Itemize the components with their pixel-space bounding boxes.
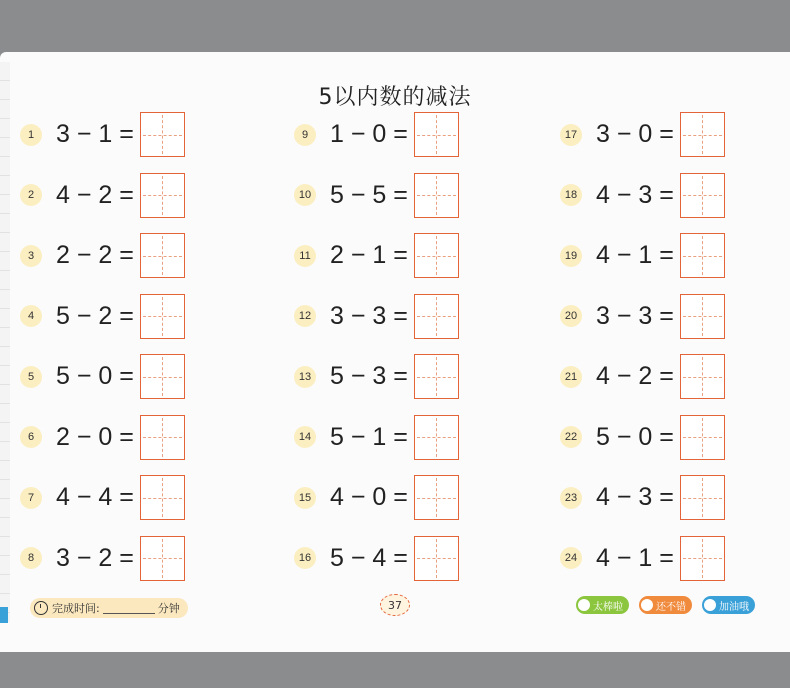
time-unit: 分钟	[157, 602, 180, 615]
problem-item	[560, 112, 725, 157]
rating-keep-going[interactable]	[702, 596, 755, 614]
problem-item	[560, 233, 725, 278]
problem-item	[20, 475, 185, 520]
problem-expression: 3 − 2 =	[56, 543, 134, 572]
side-tab	[0, 607, 8, 623]
problem-number: 4	[20, 305, 42, 327]
problem-number: 3	[20, 245, 42, 267]
problem-number: 21	[560, 366, 582, 388]
problem-expression: 3 − 3 =	[330, 301, 408, 330]
problem-expression: 5 − 1 =	[330, 422, 408, 451]
problem-number: 18	[560, 184, 582, 206]
rating-good[interactable]	[639, 596, 692, 614]
problem-expression: 2 − 2 =	[56, 241, 134, 269]
problem-expression: 2 − 0 =	[56, 422, 134, 451]
problem-number: 13	[294, 366, 316, 388]
problem-number: 22	[560, 426, 582, 448]
problem-number: 15	[294, 487, 316, 509]
problem-expression: 4 − 1 =	[596, 543, 674, 572]
problem-number: 7	[20, 487, 42, 509]
completion-time	[30, 598, 188, 618]
answer-box[interactable]	[140, 112, 185, 157]
problem-item	[294, 173, 459, 218]
problem-item	[20, 354, 185, 399]
problem-number: 10	[294, 184, 316, 206]
problem-expression: 5 − 0 =	[56, 362, 134, 390]
problem-item	[560, 475, 725, 520]
problem-item	[20, 233, 185, 278]
time-label: 完成时间:	[52, 602, 100, 615]
answer-box[interactable]	[140, 294, 185, 339]
problem-item	[560, 354, 725, 399]
rating-dot-icon	[578, 599, 590, 611]
answer-box[interactable]	[140, 233, 185, 278]
problem-expression: 5 − 3 =	[330, 362, 408, 390]
problem-number: 14	[294, 426, 316, 448]
problem-item	[294, 112, 459, 157]
answer-box[interactable]	[414, 112, 459, 157]
problem-item	[20, 415, 185, 460]
answer-box[interactable]	[414, 354, 459, 399]
problem-expression: 3 − 3 =	[596, 301, 674, 330]
rating-label: 太棒啦	[593, 601, 623, 613]
problem-expression: 5 − 0 =	[596, 422, 674, 451]
problem-item	[560, 294, 725, 339]
problem-number: 17	[560, 124, 582, 146]
rating-label: 加油哦	[719, 601, 749, 613]
problem-item	[20, 294, 185, 339]
problem-expression: 2 − 1 =	[330, 241, 408, 269]
problem-expression: 5 − 4 =	[330, 543, 408, 572]
problem-number: 8	[20, 547, 42, 569]
problem-item	[294, 294, 459, 339]
binding-strip	[0, 62, 10, 622]
problem-item	[20, 112, 185, 157]
problem-item	[560, 173, 725, 218]
rating-label: 还不错	[656, 601, 686, 613]
problem-expression: 4 − 2 =	[56, 180, 134, 209]
problem-expression: 3 − 0 =	[596, 120, 674, 148]
time-blank[interactable]	[103, 603, 155, 614]
problem-expression: 4 − 2 =	[596, 362, 674, 390]
problem-number: 16	[294, 547, 316, 569]
answer-box[interactable]	[140, 536, 185, 581]
answer-box[interactable]	[680, 173, 725, 218]
answer-box[interactable]	[680, 475, 725, 520]
answer-box[interactable]	[680, 536, 725, 581]
problem-number: 11	[294, 245, 316, 267]
problem-number: 5	[20, 366, 42, 388]
problem-number: 2	[20, 184, 42, 206]
problem-expression: 1 − 0 =	[330, 120, 408, 148]
answer-box[interactable]	[414, 415, 459, 460]
problem-item	[20, 536, 185, 581]
problem-number: 9	[294, 124, 316, 146]
answer-box[interactable]	[680, 112, 725, 157]
answer-box[interactable]	[140, 173, 185, 218]
problem-item	[294, 233, 459, 278]
answer-box[interactable]	[414, 536, 459, 581]
answer-box[interactable]	[140, 354, 185, 399]
problem-expression: 4 − 3 =	[596, 180, 674, 209]
problem-number: 6	[20, 426, 42, 448]
page-number: 37	[380, 594, 410, 616]
problem-item	[294, 475, 459, 520]
problem-number: 24	[560, 547, 582, 569]
problem-number: 23	[560, 487, 582, 509]
answer-box[interactable]	[680, 415, 725, 460]
problem-item	[294, 354, 459, 399]
problem-expression: 4 − 3 =	[596, 483, 674, 511]
answer-box[interactable]	[414, 475, 459, 520]
problem-expression: 5 − 5 =	[330, 180, 408, 209]
problem-number: 19	[560, 245, 582, 267]
rating-dot-icon	[704, 599, 716, 611]
rating-great[interactable]	[576, 596, 629, 614]
answer-box[interactable]	[140, 475, 185, 520]
problem-expression: 5 − 2 =	[56, 301, 134, 330]
problem-number: 20	[560, 305, 582, 327]
page-title: 5以内数的减法	[318, 85, 472, 110]
answer-box[interactable]	[414, 233, 459, 278]
answer-box[interactable]	[140, 415, 185, 460]
answer-box[interactable]	[680, 294, 725, 339]
problem-number: 1	[20, 124, 42, 146]
rating-dot-icon	[641, 599, 653, 611]
problem-item	[20, 173, 185, 218]
problem-expression: 4 − 0 =	[330, 483, 408, 511]
clock-icon	[34, 601, 48, 615]
answer-box[interactable]	[680, 354, 725, 399]
problem-expression: 4 − 4 =	[56, 483, 134, 511]
problem-item	[294, 536, 459, 581]
problem-number: 12	[294, 305, 316, 327]
answer-box[interactable]	[414, 173, 459, 218]
problem-item	[560, 536, 725, 581]
problem-expression: 3 − 1 =	[56, 120, 134, 148]
answer-box[interactable]	[680, 233, 725, 278]
problem-item	[294, 415, 459, 460]
problem-item	[560, 415, 725, 460]
answer-box[interactable]	[414, 294, 459, 339]
problem-expression: 4 − 1 =	[596, 241, 674, 269]
